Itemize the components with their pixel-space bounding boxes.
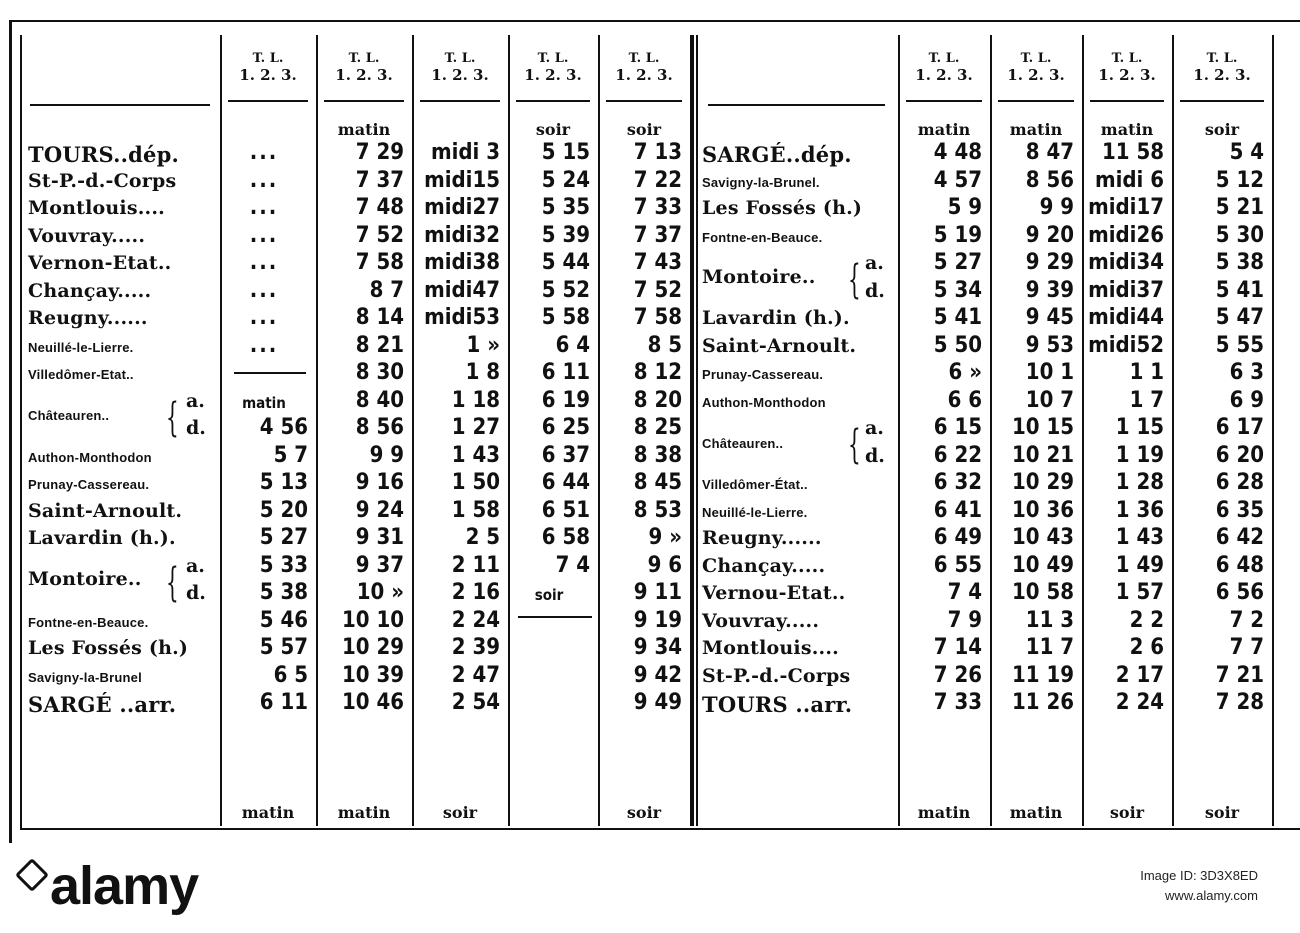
column-header-line2: 1. 2. 3.: [335, 66, 393, 84]
right-col4-cell: 5 4: [1229, 140, 1264, 165]
right-col3-cell: midi52: [1088, 332, 1164, 358]
left-col4-cell: 6 58: [541, 525, 590, 550]
left-col1-cell: ...: [249, 195, 279, 220]
left-col3-cell: 2 24: [451, 607, 500, 633]
right-brace-10: {: [848, 422, 861, 468]
left-col4-cell: 6 37: [541, 442, 590, 468]
right-col4-cell: 6 42: [1215, 525, 1264, 550]
left-station-8: Neuillé-le-Lierre.: [28, 339, 134, 355]
left-arrival-label-15: a.: [186, 554, 205, 577]
left-col3-cell: midi53: [424, 305, 500, 330]
right-col3-cell: midi26: [1088, 222, 1164, 248]
right-col2-cell: 8 56: [1025, 167, 1074, 193]
left-station-19: SARGÉ ..arr.: [28, 692, 177, 717]
left-station-6: Chançay.....: [28, 279, 152, 302]
right-col4-cell: 7 28: [1215, 690, 1264, 715]
column-header-underline: [1090, 100, 1164, 102]
left-col3-cell: 2 11: [451, 552, 500, 578]
right-col4-cell: 6 9: [1229, 387, 1264, 413]
left-col3-cell: 1 27: [451, 415, 500, 440]
left-col2-cell: 10 46: [342, 690, 404, 715]
right-station-11: Villedômer-État..: [702, 477, 808, 492]
right-col2-cell: 10 21: [1012, 442, 1074, 468]
left-station-9: Villedômer-Etat..: [28, 367, 134, 382]
left-column-header-4: [508, 50, 598, 84]
right-station-19: TOURS ..arr.: [702, 692, 853, 717]
right-col1-cell: 6 55: [933, 552, 982, 578]
left-col5-cell: 7 52: [633, 277, 682, 303]
left-col1-cell: 5 13: [259, 470, 308, 495]
column-header-underline: [324, 100, 404, 102]
right-col2-cell: 10 36: [1012, 497, 1074, 523]
left-col5-cell: 7 13: [633, 140, 682, 165]
left-col1-cell: 6 5: [273, 662, 308, 688]
right-col1-cell: 7 14: [933, 635, 982, 660]
right-col3-cell: 1 57: [1115, 580, 1164, 605]
left-col2-cell: 7 58: [355, 250, 404, 275]
column-header-line2: 1. 2. 3.: [1098, 66, 1156, 84]
left-col5-cell: 9 42: [633, 662, 682, 688]
left-col4-cell: 5 24: [541, 167, 590, 193]
period-bottom-right-4: soir: [1204, 803, 1240, 822]
right-col1-cell: 6 »: [948, 360, 982, 385]
left-column-header-2: [316, 50, 412, 84]
left-col2-cell: 9 31: [355, 525, 404, 550]
left-col1-cell: 5 7: [273, 442, 308, 468]
period-top-left-2: matin: [337, 120, 391, 139]
right-station-7: Saint-Arnoult.: [702, 334, 857, 357]
right-col3-cell: 1 43: [1115, 525, 1164, 550]
right-col1-cell: 6 41: [933, 497, 982, 523]
left-col1-cell: ...: [249, 222, 279, 248]
right-col1-cell: 6 32: [933, 470, 982, 495]
right-col4-cell: 5 21: [1215, 195, 1264, 220]
period-bottom-right-3: soir: [1109, 803, 1145, 822]
right-arrival-label-5: a.: [865, 252, 884, 274]
right-col2-cell: 11 3: [1025, 607, 1074, 633]
frame-left-rule: [9, 20, 12, 843]
watermark-image-id: Image ID: 3D3X8ED: [1140, 868, 1258, 883]
right-col2-cell: 9 53: [1025, 332, 1074, 358]
left-col5-cell: 7 58: [633, 305, 682, 330]
right-station-2: Savigny-la-Brunel.: [702, 174, 820, 190]
right-col1-cell: 4 57: [933, 167, 982, 193]
right-col3-cell: midi34: [1088, 250, 1164, 275]
period-bottom-right-2: matin: [1009, 803, 1063, 822]
right-station-13: Reugny......: [702, 527, 822, 549]
left-col1-cell: ...: [249, 332, 279, 358]
left-col4-cell: 5 58: [541, 305, 590, 330]
right-col1-cell: 7 9: [947, 607, 982, 633]
right-col1-cell: 5 50: [933, 332, 982, 358]
column-header-underline: [1180, 100, 1264, 102]
left-col2-cell: 8 7: [369, 277, 404, 303]
right-arrival-label-10: a.: [865, 417, 884, 439]
left-col3-cell: 1 58: [451, 497, 500, 523]
right-station-10: Châteauren..: [702, 435, 784, 451]
left-col2-cell: 8 14: [355, 305, 404, 330]
left-station-13: Saint-Arnoult.: [28, 499, 183, 522]
right-col3-cell: midi44: [1088, 305, 1164, 330]
left-col5-cell: 9 19: [633, 607, 682, 633]
left-col3-cell: midi15: [424, 167, 500, 193]
left-col2-cell: 9 16: [355, 470, 404, 495]
right-station-8: Prunay-Cassereau.: [702, 367, 824, 382]
left-col2-cell: 8 21: [355, 332, 404, 358]
period-bottom-left-3: soir: [442, 803, 478, 822]
left-col2-cell: 10 10: [342, 607, 404, 633]
left-station-4: Vouvray.....: [28, 224, 146, 247]
left-col4-note-rule: [518, 616, 592, 618]
left-col1-cell: matin: [242, 393, 286, 412]
frame-bottom-rule: [20, 828, 1300, 830]
column-rule: [1272, 35, 1274, 826]
column-header-line1: T. L.: [1020, 51, 1052, 66]
right-col3-cell: 1 36: [1115, 497, 1164, 523]
column-header-line2: 1. 2. 3.: [1193, 66, 1251, 84]
column-header-line1: T. L.: [928, 51, 960, 66]
right-station-15: Vernou-Etat..: [702, 582, 846, 604]
left-col3-cell: midi 3: [430, 140, 500, 165]
left-col2-cell: 8 40: [355, 387, 404, 413]
period-bottom-left-2: matin: [337, 803, 391, 822]
right-col1-cell: 5 19: [933, 222, 982, 248]
right-col4-cell: 5 47: [1215, 305, 1264, 330]
left-col3-cell: 2 16: [451, 580, 500, 605]
right-column-header-2: [990, 50, 1082, 84]
right-col1-cell: 6 22: [933, 442, 982, 468]
left-col2-cell: 8 56: [355, 415, 404, 440]
column-header-line2: 1. 2. 3.: [915, 66, 973, 84]
right-col4-cell: 7 21: [1215, 662, 1264, 688]
left-col1-cell: 4 56: [259, 415, 308, 440]
right-col4-cell: 6 28: [1215, 470, 1264, 495]
right-col2-cell: 8 47: [1025, 140, 1074, 165]
left-col2-cell: 7 37: [355, 167, 404, 193]
left-station-7: Reugny......: [28, 307, 148, 329]
right-col1-cell: 5 41: [933, 305, 982, 330]
right-station-5: Montoire..: [702, 265, 816, 288]
left-col1-cell: ...: [249, 250, 279, 275]
right-col2-cell: 10 58: [1012, 580, 1074, 605]
left-col3-cell: 2 5: [465, 525, 500, 550]
left-col3-cell: 1 50: [451, 470, 500, 495]
left-col4-cell: 7 4: [555, 552, 590, 578]
header-underline-right: [708, 104, 885, 106]
period-bottom-left-1: matin: [241, 803, 295, 822]
right-col2-cell: 10 43: [1012, 525, 1074, 550]
column-header-underline: [228, 100, 308, 102]
right-col2-cell: 9 9: [1039, 195, 1074, 220]
left-station-12: Prunay-Cassereau.: [28, 477, 150, 492]
right-station-4: Fontne-en-Beauce.: [702, 229, 823, 245]
left-station-11: Authon-Monthodon: [28, 449, 152, 465]
right-col3-cell: midi 6: [1094, 167, 1164, 193]
left-arrival-label-10: a.: [186, 389, 205, 412]
column-header-underline: [516, 100, 590, 102]
left-station-14: Lavardin (h.).: [28, 527, 176, 549]
left-col5-cell: 8 5: [647, 332, 682, 358]
left-col2-cell: 10 »: [356, 580, 404, 605]
left-col3-cell: 2 47: [451, 662, 500, 688]
right-col3-cell: midi17: [1088, 195, 1164, 220]
left-col4-cell: 6 11: [541, 360, 590, 385]
right-col3-cell: 1 15: [1115, 415, 1164, 440]
right-col1-cell: 7 4: [947, 580, 982, 605]
column-header-line1: T. L.: [537, 51, 569, 66]
left-col5-cell: 8 25: [633, 415, 682, 440]
right-col1-cell: 5 34: [933, 277, 982, 303]
column-header-line1: T. L.: [444, 51, 476, 66]
left-col2-cell: 7 29: [355, 140, 404, 165]
left-col2-cell: 7 48: [355, 195, 404, 220]
right-col2-cell: 9 29: [1025, 250, 1074, 275]
left-col1-cell: 5 46: [259, 607, 308, 633]
right-col1-cell: 5 9: [947, 195, 982, 220]
left-col4-cell: 5 44: [541, 250, 590, 275]
right-col2-cell: 11 7: [1025, 635, 1074, 660]
right-col3-cell: 1 49: [1115, 552, 1164, 578]
right-col1-cell: 5 27: [933, 250, 982, 275]
right-brace-5: {: [848, 257, 861, 303]
right-col2-cell: 9 39: [1025, 277, 1074, 303]
period-top-right-3: matin: [1100, 120, 1154, 139]
period-top-right-2: matin: [1009, 120, 1063, 139]
right-col3-cell: 1 1: [1129, 360, 1164, 385]
left-column-header-3: [412, 50, 508, 84]
left-col3-cell: 1 »: [466, 332, 500, 358]
right-column-header-4: [1172, 50, 1272, 84]
left-col5-cell: 9 6: [647, 552, 682, 578]
right-station-1: SARGÉ..dép.: [702, 142, 852, 167]
left-col5-cell: 8 20: [633, 387, 682, 413]
right-station-16: Vouvray.....: [702, 609, 820, 632]
left-col3-cell: 2 39: [451, 635, 500, 660]
right-col2-cell: 11 19: [1012, 662, 1074, 688]
right-station-3: Les Fossés (h.): [702, 197, 863, 219]
column-header-line1: T. L.: [1111, 51, 1143, 66]
left-station-2: St-P.-d.-Corps: [28, 169, 177, 192]
right-col2-cell: 10 49: [1012, 552, 1074, 578]
right-col1-cell: 6 49: [933, 525, 982, 550]
left-col3-cell: midi27: [424, 195, 500, 220]
left-col3-cell: 1 43: [451, 442, 500, 468]
left-col3-cell: 2 54: [451, 690, 500, 715]
left-col5-cell: 9 34: [633, 635, 682, 660]
right-col1-cell: 7 26: [933, 662, 982, 688]
right-col1-cell: 6 6: [947, 387, 982, 413]
column-header-underline: [420, 100, 500, 102]
right-station-12: Neuillé-le-Lierre.: [702, 504, 808, 520]
left-col4-cell: 5 15: [541, 140, 590, 165]
left-col2-cell: 10 29: [342, 635, 404, 660]
column-header-underline: [906, 100, 982, 102]
left-col5-cell: 9 »: [648, 525, 682, 550]
period-top-right-4: soir: [1204, 120, 1240, 139]
left-col5-cell: 8 12: [633, 360, 682, 385]
right-col1-cell: 7 33: [933, 690, 982, 715]
period-top-left-4: soir: [535, 120, 571, 139]
right-col2-cell: 11 26: [1012, 690, 1074, 715]
right-col4-cell: 5 41: [1215, 277, 1264, 303]
left-col5-cell: 7 37: [633, 222, 682, 248]
left-col3-cell: midi32: [424, 222, 500, 248]
left-col3-cell: midi47: [424, 277, 500, 303]
right-col4-cell: 6 17: [1215, 415, 1264, 440]
left-col1-cell: ...: [249, 277, 279, 303]
watermark-brand: alamy: [50, 856, 199, 916]
right-station-18: St-P.-d.-Corps: [702, 664, 851, 687]
right-col2-cell: 9 45: [1025, 305, 1074, 330]
left-departure-label-10: d.: [186, 417, 206, 439]
left-col2-cell: 7 52: [355, 222, 404, 248]
left-station-16: Fontne-en-Beauce.: [28, 614, 149, 630]
period-top-left-5: soir: [626, 120, 662, 139]
column-header-line1: T. L.: [1206, 51, 1238, 66]
frame-inner-left-rule: [20, 35, 22, 830]
right-col3-cell: 1 28: [1115, 470, 1164, 495]
right-col4-cell: 6 35: [1215, 497, 1264, 523]
left-col4-cell: 6 44: [541, 470, 590, 495]
left-col4-cell: 6 19: [541, 387, 590, 413]
left-col4-cell: soir: [534, 586, 564, 604]
left-col1-cell: 5 20: [259, 497, 308, 523]
column-header-line1: T. L.: [628, 51, 660, 66]
left-col3-cell: midi38: [424, 250, 500, 275]
left-col4-cell: 6 25: [541, 415, 590, 440]
right-station-9: Authon-Monthodon: [702, 394, 826, 410]
left-col1-cell: ...: [249, 305, 279, 330]
right-departure-label-10: d.: [865, 444, 885, 467]
left-col1-cell: ...: [249, 140, 279, 165]
right-col4-cell: 5 55: [1215, 332, 1264, 358]
right-col3-cell: 1 19: [1115, 442, 1164, 468]
left-col4-cell: 5 52: [541, 277, 590, 303]
left-col5-cell: 7 43: [633, 250, 682, 275]
left-col5-cell: 9 11: [633, 580, 682, 605]
right-col2-cell: 10 7: [1025, 387, 1074, 413]
period-top-right-1: matin: [917, 120, 971, 139]
left-col4-cell: 6 51: [541, 497, 590, 523]
right-col3-cell: 1 7: [1129, 387, 1164, 413]
right-station-14: Chançay.....: [702, 554, 826, 577]
column-header-line2: 1. 2. 3.: [1007, 66, 1065, 84]
right-col3-cell: 11 58: [1102, 140, 1164, 165]
left-col1-separator: [234, 372, 306, 374]
watermark-site: www.alamy.com: [1165, 888, 1258, 903]
right-col4-cell: 6 3: [1229, 360, 1264, 385]
right-col3-cell: 2 17: [1115, 662, 1164, 688]
center-double-rule-inner: [696, 35, 698, 826]
period-bottom-right-1: matin: [917, 803, 971, 822]
left-col4-cell: 5 39: [541, 222, 590, 248]
right-station-17: Montlouis....: [702, 637, 839, 659]
right-column-header-1: [898, 50, 990, 84]
right-col2-cell: 10 1: [1025, 360, 1074, 385]
column-header-line2: 1. 2. 3.: [615, 66, 673, 84]
left-col5-cell: 7 33: [633, 195, 682, 220]
left-col3-cell: 1 8: [465, 360, 500, 385]
left-col4-cell: 6 4: [555, 332, 590, 358]
left-station-3: Montlouis....: [28, 197, 165, 219]
left-col3-cell: 1 18: [451, 387, 500, 413]
left-col1-cell: 5 57: [259, 635, 308, 660]
right-col2-cell: 10 15: [1012, 415, 1074, 440]
left-col2-cell: 9 9: [369, 442, 404, 468]
right-col2-cell: 9 20: [1025, 222, 1074, 248]
column-header-line2: 1. 2. 3.: [431, 66, 489, 84]
right-col3-cell: 2 24: [1115, 690, 1164, 715]
right-column-header-3: [1082, 50, 1172, 84]
right-col3-cell: 2 6: [1129, 635, 1164, 660]
left-station-15: Montoire..: [28, 568, 142, 591]
right-col3-cell: 2 2: [1129, 607, 1164, 633]
right-station-6: Lavardin (h.).: [702, 307, 850, 329]
period-bottom-left-5: soir: [626, 803, 662, 822]
right-col4-cell: 6 48: [1215, 552, 1264, 578]
left-station-17: Les Fossés (h.): [28, 637, 189, 659]
left-col2-cell: 8 30: [355, 360, 404, 385]
right-col4-cell: 5 12: [1215, 167, 1264, 193]
right-col1-cell: 4 48: [933, 140, 982, 165]
left-col1-cell: 5 33: [259, 552, 308, 578]
left-col1-cell: 5 27: [259, 525, 308, 550]
left-station-5: Vernon-Etat..: [28, 252, 172, 274]
left-col2-cell: 10 39: [342, 662, 404, 688]
right-col3-cell: midi37: [1088, 277, 1164, 303]
left-col5-cell: 8 53: [633, 497, 682, 523]
frame-top-rule: [9, 20, 1300, 22]
left-col5-cell: 8 38: [633, 442, 682, 468]
left-column-header-5: [598, 50, 690, 84]
right-col1-cell: 6 15: [933, 415, 982, 440]
left-col2-cell: 9 24: [355, 497, 404, 523]
left-brace-10: {: [166, 394, 179, 441]
left-column-header-1: [220, 50, 316, 84]
column-header-line1: T. L.: [348, 51, 380, 66]
left-station-18: Savigny-la-Brunel: [28, 669, 142, 685]
right-col4-cell: 5 30: [1215, 222, 1264, 248]
left-station-1: TOURS..dép.: [28, 142, 179, 167]
left-departure-label-15: d.: [186, 582, 206, 604]
right-departure-label-5: d.: [865, 279, 885, 302]
column-header-line1: T. L.: [252, 51, 284, 66]
column-header-underline: [998, 100, 1074, 102]
left-col4-cell: 5 35: [541, 195, 590, 220]
right-col4-cell: 6 20: [1215, 442, 1264, 468]
left-col1-cell: ...: [249, 167, 279, 193]
column-header-line2: 1. 2. 3.: [524, 66, 582, 84]
right-col4-cell: 7 2: [1229, 607, 1264, 633]
column-header-line2: 1. 2. 3.: [239, 66, 297, 84]
right-col4-cell: 5 38: [1215, 250, 1264, 275]
right-col4-cell: 7 7: [1229, 635, 1264, 660]
left-col5-cell: 8 45: [633, 470, 682, 495]
right-col2-cell: 10 29: [1012, 470, 1074, 495]
header-underline-left: [30, 104, 210, 106]
column-header-underline: [606, 100, 682, 102]
left-col1-cell: 6 11: [259, 690, 308, 715]
left-col5-cell: 9 49: [633, 690, 682, 715]
left-col1-cell: 5 38: [259, 580, 308, 605]
left-col2-cell: 9 37: [355, 552, 404, 578]
left-col5-cell: 7 22: [633, 167, 682, 193]
left-station-10: Châteauren..: [28, 408, 110, 424]
right-col4-cell: 6 56: [1215, 580, 1264, 605]
left-brace-15: {: [166, 559, 179, 606]
center-double-rule: [690, 35, 694, 826]
